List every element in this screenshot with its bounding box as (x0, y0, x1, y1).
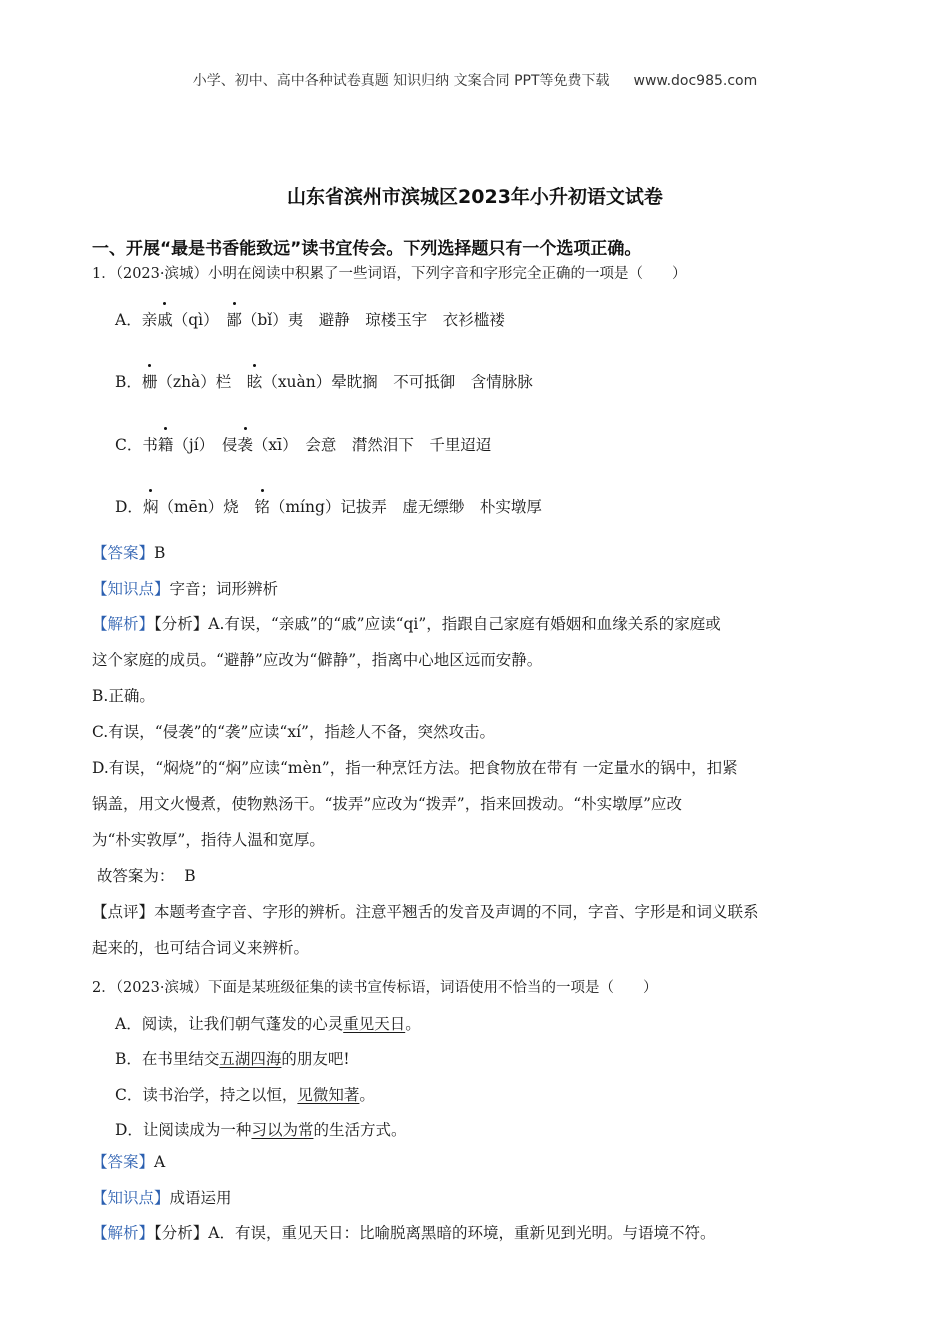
q1-option-d: D．焖（mēn）烧 铭（míng）记拔弄 虚无缥缈 朴实墩厚 (115, 495, 542, 517)
header-url[interactable]: www.doc985.com (633, 73, 758, 89)
q2-option-d: D．让阅读成为一种习以为常的生活方式。 (115, 1121, 407, 1139)
dotted-char: 袭 (237, 433, 253, 455)
header-slogan: 小学、初中、高中各种试卷真题 知识归纳 文案合同 PPT等免费下载 (192, 73, 610, 89)
q2-option-a: A．阅读，让我们朝气蓬发的心灵重见天日。 (115, 1015, 421, 1033)
q2-knowledge: 【知识点】成语运用 (92, 1189, 232, 1207)
q1-answer: 【答案】B (92, 544, 166, 562)
q1-option-b: B．栅（zhà）栏 眩（xuàn）晕眈搁 不可抵御 含情脉脉 (115, 370, 533, 392)
q1-analysis-line: 为“朴实敦厚”，指待人温和宽厚。 (92, 831, 325, 849)
q2-option-c: C．读书治学，持之以恒，见微知著。 (115, 1086, 375, 1104)
q2-stem: 2．（2023·滨城）下面是某班级征集的读书宣传标语，词语使用不恰当的一项是（ ） (92, 980, 658, 996)
section-heading: 一、开展“最是书香能致远”读书宜传会。下列选择题只有一个选项正确。 (92, 239, 642, 259)
dotted-char: 鄙 (226, 308, 242, 330)
dotted-char: 籍 (158, 433, 174, 455)
q2-answer: 【答案】A (92, 1153, 166, 1171)
q1-comment-line: 起来的，也可结合词义来辨析。 (92, 939, 310, 957)
q1-analysis-line: D.有误，“焖烧”的“焖”应读“mèn”，指一种烹饪方法。把食物放在带有 一定量水的锅中，扣紧 (92, 759, 738, 777)
q1-analysis-line: C.有误，“侵袭”的“袭”应读“xí”，指趁人不备，突然攻击。 (92, 723, 495, 741)
q1-analysis-line: 锅盖，用文火慢煮，使物熟汤干。“拔弄”应改为“拨弄”，指来回拨动。“朴实墩厚”应改 (92, 795, 683, 813)
q1-option-c: C．书籍（jí） 侵袭（xī） 会意 潸然泪下 千里迢迢 (115, 433, 491, 455)
q1-comment: 【点评】本题考查字音、字形的辨析。注意平翘舌的发音及声调的不同，字音、字形是和词义联系 (92, 903, 759, 921)
dotted-char: 焖 (143, 495, 159, 517)
dotted-char: 栅 (142, 370, 158, 392)
q1-analysis-line: 这个家庭的成员。“避静”应改为“僻静”，指离中心地区远而安静。 (92, 651, 543, 669)
dotted-char: 铭 (254, 495, 270, 517)
q1-analysis: 【解析】【分析】A.有误，“亲戚”的“戚”应读“qi”，指跟自己家庭有婚姻和血缘关系的家庭或 (92, 615, 721, 633)
q2-analysis: 【解析】【分析】A．有误，重见天日：比喻脱离黑暗的环境，重新见到光明。与语境不符。 (92, 1224, 716, 1242)
q1-analysis-line: B.正确。 (92, 687, 155, 705)
page-title: 山东省滨州市滨城区2023年小升初语文试卷 (287, 186, 663, 208)
q1-option-a: A．亲戚（qì） 鄙（bǐ）夷 避静 琼楼玉宇 衣衫槛褛 (115, 308, 505, 330)
dotted-char: 戚 (157, 308, 173, 330)
q1-knowledge: 【知识点】字音；词形辨析 (92, 580, 279, 598)
q1-final-answer: 故答案为： B (92, 867, 196, 885)
q1-stem: 1．（2023·滨城）小明在阅读中积累了一些词语，下列字音和字形完全正确的一项是（ ） (92, 266, 687, 282)
page-header (0, 70, 950, 90)
q2-option-b: B．在书里结交五湖四海的朋友吧! (115, 1050, 350, 1068)
dotted-char: 眩 (247, 370, 263, 392)
